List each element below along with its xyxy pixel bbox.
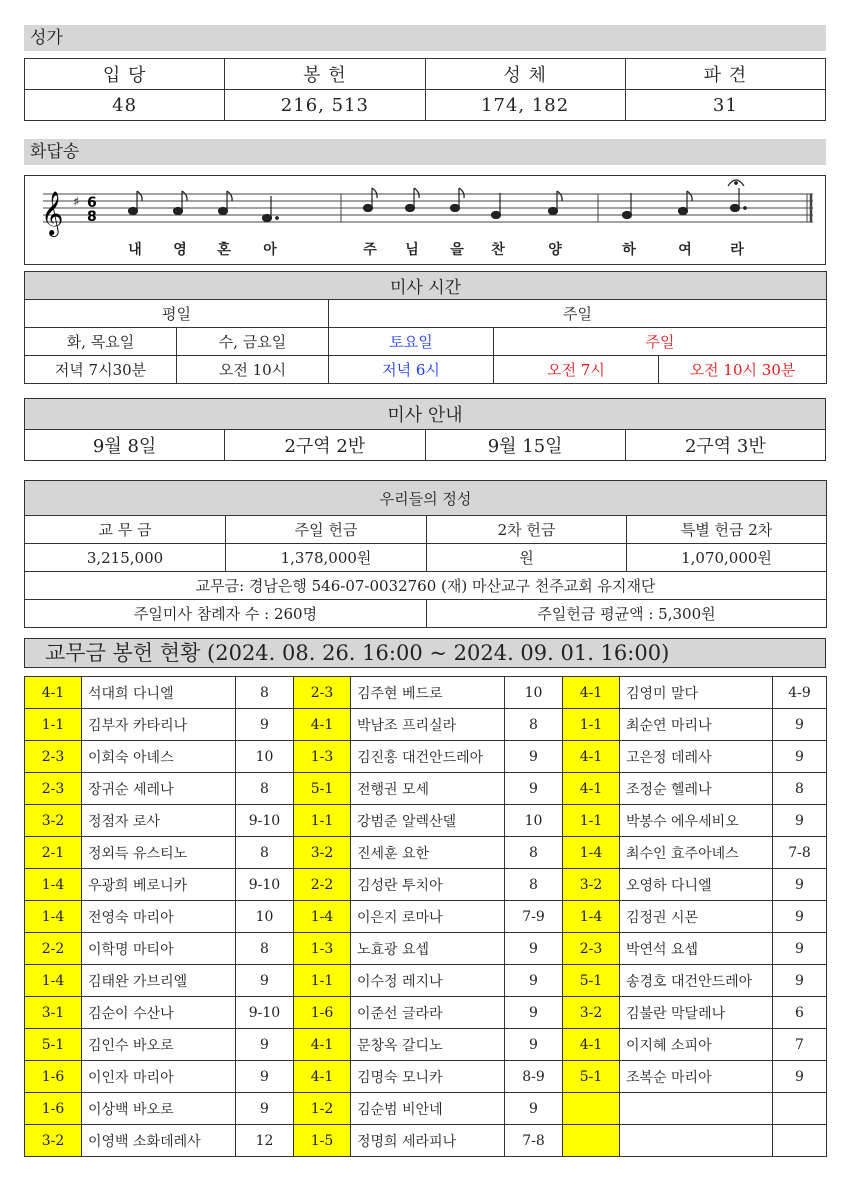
month-cell: 9-10 <box>236 997 294 1029</box>
mass-guide-title: 미사 안내 <box>25 399 826 430</box>
communion-value: 174, 182 <box>425 90 625 121</box>
month-cell: 9 <box>773 709 827 741</box>
group-cell: 4-1 <box>563 677 620 709</box>
month-cell: 9 <box>505 965 563 997</box>
group-cell <box>563 1125 620 1157</box>
month-cell: 10 <box>505 677 563 709</box>
month-cell: 10 <box>505 805 563 837</box>
group-cell: 2-2 <box>25 933 82 965</box>
group-cell: 4-1 <box>563 741 620 773</box>
group-cell: 1-4 <box>25 901 82 933</box>
table-row <box>25 773 827 805</box>
month-cell: 6 <box>773 997 827 1029</box>
name-cell: 노효광 요셉 <box>351 933 505 965</box>
name-cell: 박연석 요셉 <box>620 933 773 965</box>
month-cell: 7-9 <box>505 901 563 933</box>
name-cell: 정외득 유스티노 <box>82 837 236 869</box>
group-cell: 1-5 <box>294 1125 351 1157</box>
staff-notation <box>25 176 825 264</box>
table-row <box>25 837 827 869</box>
name-cell: 장귀순 세레나 <box>82 773 236 805</box>
group-cell: 1-3 <box>294 933 351 965</box>
lyric-4: 아 <box>263 242 277 258</box>
sunday-time-2: 오전 10시 30분 <box>659 356 827 384</box>
month-cell: 9 <box>505 773 563 805</box>
lyric-12: 라 <box>730 242 744 258</box>
name-cell: 김인수 바오로 <box>82 1029 236 1061</box>
month-cell: 9 <box>505 997 563 1029</box>
donor-table <box>24 676 827 1157</box>
lyric-8: 찬 <box>491 242 505 258</box>
month-cell: 9 <box>236 1061 294 1093</box>
name-cell: 이수정 레지나 <box>351 965 505 997</box>
offering-value-4: 1,070,000원 <box>627 544 827 572</box>
group-cell <box>563 1093 620 1125</box>
time-sig-bottom: 8 <box>87 209 97 225</box>
group-cell: 3-2 <box>25 1125 82 1157</box>
guide-group-1: 2구역 2반 <box>225 430 425 461</box>
dismissal-value: 31 <box>625 90 825 121</box>
name-cell: 김영미 말다 <box>620 677 773 709</box>
group-cell: 4-1 <box>25 677 82 709</box>
mass-time-title: 미사 시간 <box>25 272 827 300</box>
group-cell: 2-2 <box>294 869 351 901</box>
offertory-value: 216, 513 <box>225 90 425 121</box>
guide-group-2: 2구역 3반 <box>625 430 825 461</box>
month-cell: 9 <box>236 965 294 997</box>
month-cell: 9 <box>236 1029 294 1061</box>
group-cell: 1-4 <box>563 901 620 933</box>
sunday-label: 주일 <box>494 328 827 356</box>
section-title-singing: 성가 <box>24 25 826 51</box>
entrance-value: 48 <box>25 90 225 121</box>
group-cell: 1-1 <box>294 805 351 837</box>
month-cell: 8 <box>236 773 294 805</box>
group-cell: 2-3 <box>25 773 82 805</box>
group-cell: 3-2 <box>563 869 620 901</box>
month-cell: 8 <box>505 837 563 869</box>
month-cell: 9 <box>773 965 827 997</box>
month-cell: 8-9 <box>505 1061 563 1093</box>
name-cell: 김순범 비안네 <box>351 1093 505 1125</box>
month-cell: 7-8 <box>773 837 827 869</box>
name-cell: 강범준 알렉산델 <box>351 805 505 837</box>
name-cell: 이지혜 소피아 <box>620 1029 773 1061</box>
saturday-label: 토요일 <box>329 328 494 356</box>
guide-date-2: 9월 15일 <box>425 430 625 461</box>
group-cell: 4-1 <box>294 1029 351 1061</box>
name-cell: 진세훈 요한 <box>351 837 505 869</box>
name-cell: 김성란 투치아 <box>351 869 505 901</box>
average-offering: 주일헌금 평균액 : 5,300원 <box>427 600 827 628</box>
month-cell: 9 <box>773 805 827 837</box>
offering-value-3: 원 <box>427 544 627 572</box>
name-cell: 최수인 효주아녜스 <box>620 837 773 869</box>
mass-guide-table <box>24 398 826 461</box>
table-row <box>25 933 827 965</box>
offering-header-3: 2차 헌금 <box>427 516 627 544</box>
group-cell: 3-1 <box>25 997 82 1029</box>
mass-time-table <box>24 271 827 384</box>
month-cell: 9 <box>773 869 827 901</box>
attendance-count: 주일미사 참례자 수 : 260명 <box>25 600 427 628</box>
saturday-time: 저녁 6시 <box>329 356 494 384</box>
group-cell: 5-1 <box>25 1029 82 1061</box>
month-cell: 7 <box>773 1029 827 1061</box>
month-cell: 8 <box>773 773 827 805</box>
table-row <box>25 965 827 997</box>
month-cell: 9 <box>773 933 827 965</box>
month-cell: 9 <box>505 1029 563 1061</box>
month-cell: 9-10 <box>236 869 294 901</box>
music-score <box>24 175 826 265</box>
communion-header: 성 체 <box>425 59 625 90</box>
month-cell: 9 <box>505 933 563 965</box>
name-cell: 최순연 마리나 <box>620 709 773 741</box>
wed-fri-time: 오전 10시 <box>177 356 329 384</box>
group-cell: 1-1 <box>563 709 620 741</box>
name-cell <box>620 1125 773 1157</box>
name-cell: 이은지 로마나 <box>351 901 505 933</box>
status-title: 교무금 봉헌 현황 (2024. 08. 26. 16:00 ~ 2024. 09. 01. 16:00) <box>24 638 826 668</box>
name-cell: 박봉수 에우세비오 <box>620 805 773 837</box>
month-cell: 9 <box>773 1061 827 1093</box>
name-cell: 김정권 시몬 <box>620 901 773 933</box>
dismissal-header: 파 견 <box>625 59 825 90</box>
offering-value-2: 1,378,000원 <box>226 544 427 572</box>
table-row <box>25 901 827 933</box>
table-row <box>25 709 827 741</box>
sunday-header: 주일 <box>329 300 827 328</box>
table-row <box>25 1093 827 1125</box>
singing-table <box>24 58 826 121</box>
name-cell: 오영하 다니엘 <box>620 869 773 901</box>
name-cell: 고은정 데레사 <box>620 741 773 773</box>
table-row <box>25 997 827 1029</box>
name-cell: 우광희 베로니카 <box>82 869 236 901</box>
month-cell: 9-10 <box>236 805 294 837</box>
name-cell: 김진홍 대건안드레아 <box>351 741 505 773</box>
name-cell: 박남조 프리실라 <box>351 709 505 741</box>
lyric-9: 양 <box>548 242 562 258</box>
table-row <box>25 805 827 837</box>
month-cell: 8 <box>236 677 294 709</box>
group-cell: 3-2 <box>294 837 351 869</box>
section-title-response: 화답송 <box>24 139 826 165</box>
group-cell: 1-1 <box>25 709 82 741</box>
group-cell: 4-1 <box>294 709 351 741</box>
table-row <box>25 869 827 901</box>
month-cell: 7-8 <box>505 1125 563 1157</box>
wed-fri-label: 수, 금요일 <box>177 328 329 356</box>
month-cell: 8 <box>236 837 294 869</box>
month-cell: 9 <box>773 741 827 773</box>
weekday-header: 평일 <box>25 300 329 328</box>
group-cell: 1-6 <box>25 1093 82 1125</box>
month-cell: 4-9 <box>773 677 827 709</box>
offering-table <box>24 480 827 628</box>
offering-header-1: 교 무 금 <box>25 516 226 544</box>
table-row <box>25 1029 827 1061</box>
table-row <box>25 741 827 773</box>
month-cell: 9 <box>773 901 827 933</box>
group-cell: 1-1 <box>563 805 620 837</box>
name-cell: 조정순 헬레나 <box>620 773 773 805</box>
name-cell: 석대희 다니엘 <box>82 677 236 709</box>
group-cell: 1-6 <box>25 1061 82 1093</box>
group-cell: 2-3 <box>25 741 82 773</box>
offertory-header: 봉 헌 <box>225 59 425 90</box>
offering-title: 우리들의 정성 <box>25 481 827 516</box>
group-cell: 5-1 <box>294 773 351 805</box>
lyric-1: 내 <box>128 242 142 258</box>
name-cell <box>620 1093 773 1125</box>
group-cell: 3-2 <box>563 997 620 1029</box>
group-cell: 4-1 <box>563 773 620 805</box>
group-cell: 1-4 <box>25 869 82 901</box>
month-cell: 10 <box>236 901 294 933</box>
month-cell <box>773 1093 827 1125</box>
lyric-11: 여 <box>678 242 692 258</box>
month-cell: 12 <box>236 1125 294 1157</box>
month-cell: 9 <box>236 709 294 741</box>
month-cell: 9 <box>236 1093 294 1125</box>
group-cell: 5-1 <box>563 965 620 997</box>
name-cell: 이영백 소화데레사 <box>82 1125 236 1157</box>
group-cell: 2-3 <box>563 933 620 965</box>
guide-date-1: 9월 8일 <box>25 430 225 461</box>
name-cell: 전영숙 마리아 <box>82 901 236 933</box>
sunday-time-1: 오전 7시 <box>494 356 659 384</box>
lyric-3: 혼 <box>217 242 231 258</box>
name-cell: 이상백 바오로 <box>82 1093 236 1125</box>
name-cell: 김태완 가브리엘 <box>82 965 236 997</box>
name-cell: 이준선 글라라 <box>351 997 505 1029</box>
name-cell: 김불란 막달레나 <box>620 997 773 1029</box>
name-cell: 전행권 모세 <box>351 773 505 805</box>
treble-clef-icon: 𝄞 <box>41 191 64 235</box>
sharp-icon: ♯ <box>73 195 80 210</box>
name-cell: 이인자 마리아 <box>82 1061 236 1093</box>
name-cell: 정명희 세라피나 <box>351 1125 505 1157</box>
group-cell: 5-1 <box>563 1061 620 1093</box>
offering-header-2: 주일 헌금 <box>226 516 427 544</box>
tue-thu-time: 저녁 7시30분 <box>25 356 177 384</box>
lyric-5: 주 <box>363 242 377 258</box>
name-cell: 조복순 마리아 <box>620 1061 773 1093</box>
group-cell: 1-3 <box>294 741 351 773</box>
name-cell: 문창옥 갈디노 <box>351 1029 505 1061</box>
offering-value-1: 3,215,000 <box>25 544 226 572</box>
name-cell: 정점자 로사 <box>82 805 236 837</box>
name-cell: 이학명 마티아 <box>82 933 236 965</box>
table-row <box>25 1125 827 1157</box>
name-cell: 김명숙 모니카 <box>351 1061 505 1093</box>
name-cell: 김주현 베드로 <box>351 677 505 709</box>
month-cell: 9 <box>505 741 563 773</box>
group-cell: 1-4 <box>294 901 351 933</box>
name-cell: 송경호 대건안드레아 <box>620 965 773 997</box>
group-cell: 3-2 <box>25 805 82 837</box>
account-info: 교무금: 경남은행 546-07-0032760 (재) 마산교구 천주교회 유지재단 <box>25 572 827 600</box>
month-cell: 10 <box>236 741 294 773</box>
group-cell: 1-2 <box>294 1093 351 1125</box>
offering-header-4: 특별 헌금 2차 <box>627 516 827 544</box>
group-cell: 1-4 <box>25 965 82 997</box>
lyric-2: 영 <box>173 242 187 258</box>
lyric-6: 님 <box>405 242 419 258</box>
month-cell: 8 <box>236 933 294 965</box>
group-cell: 2-1 <box>25 837 82 869</box>
month-cell: 9 <box>505 1093 563 1125</box>
entrance-header: 입 당 <box>25 59 225 90</box>
time-sig-top: 6 <box>87 195 97 211</box>
name-cell: 김부자 카타리나 <box>82 709 236 741</box>
group-cell: 4-1 <box>294 1061 351 1093</box>
lyric-7: 을 <box>450 242 464 258</box>
lyric-10: 하 <box>622 242 636 258</box>
month-cell: 8 <box>505 869 563 901</box>
tue-thu-label: 화, 목요일 <box>25 328 177 356</box>
name-cell: 이회숙 아녜스 <box>82 741 236 773</box>
table-row <box>25 1061 827 1093</box>
name-cell: 김순이 수산나 <box>82 997 236 1029</box>
group-cell: 1-6 <box>294 997 351 1029</box>
table-row <box>25 677 827 709</box>
month-cell <box>773 1125 827 1157</box>
group-cell: 1-1 <box>294 965 351 997</box>
group-cell: 1-4 <box>563 837 620 869</box>
group-cell: 4-1 <box>563 1029 620 1061</box>
month-cell: 8 <box>505 709 563 741</box>
group-cell: 2-3 <box>294 677 351 709</box>
